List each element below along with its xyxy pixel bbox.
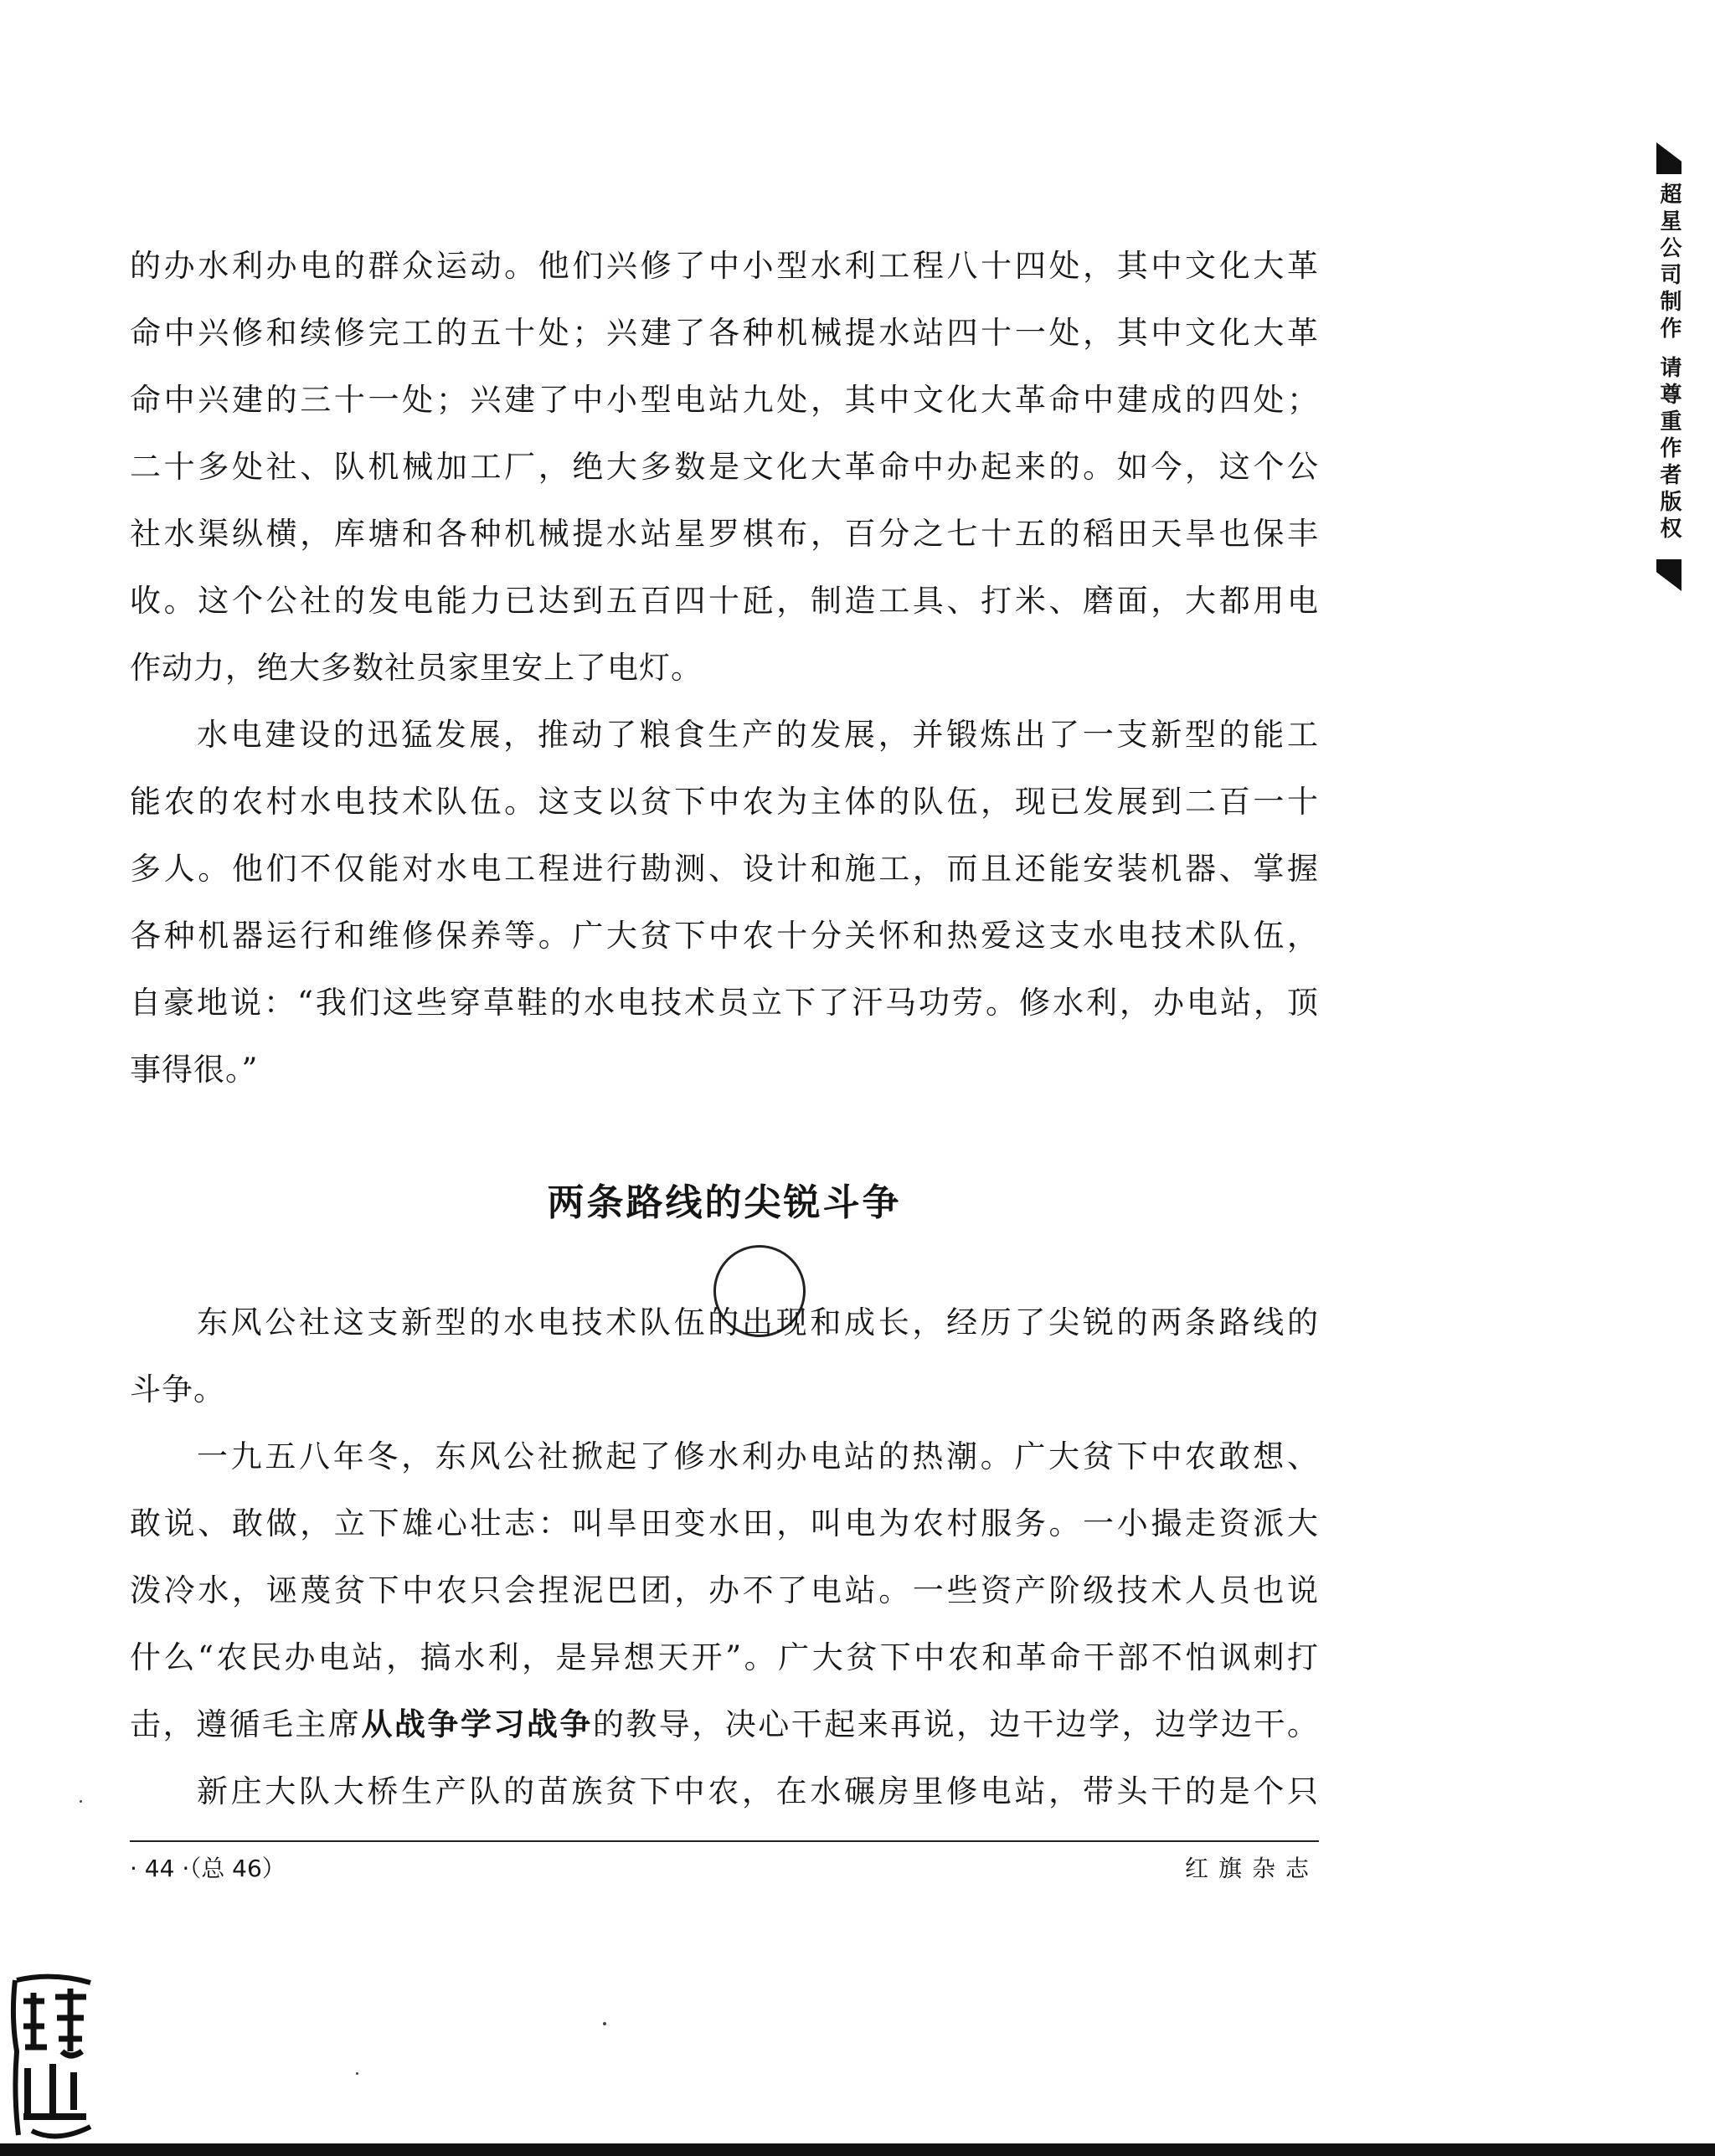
speck bbox=[356, 2072, 358, 2075]
text-line: 斗争。 bbox=[130, 1371, 225, 1407]
text-line: 敢说、敢做，立下雄心壮志：叫旱田变水田，叫电为农村服务。一小撮走资派大 bbox=[130, 1505, 1319, 1541]
text-line: 能农的农村水电技术队伍。这支以贫下中农为主体的队伍，现已发展到二百一十 bbox=[130, 784, 1319, 820]
page-number: · 44 ·（总 46） bbox=[130, 1855, 286, 1882]
banner-top-bar bbox=[1656, 142, 1682, 174]
text-line bbox=[130, 1691, 1319, 1758]
text-line: 各种机器运行和维修保养等。广大贫下中农十分关怀和热爱这支水电技术队伍， bbox=[130, 918, 1319, 954]
speck bbox=[603, 2022, 606, 2025]
text-line: 命中兴建的三十一处；兴建了中小型电站九处，其中文化大革命中建成的四处； bbox=[130, 382, 1319, 418]
emphasized-quote: 从战争学习战争 bbox=[361, 1706, 593, 1742]
section-heading: 两条路线的尖锐斗争 bbox=[547, 1181, 902, 1224]
text-line: 自豪地说：“我们这些穿草鞋的水电技术员立下了汗马功劳。修水利，办电站，顶 bbox=[130, 985, 1319, 1021]
text-line: 泼冷水，诬蔑贫下中农只会捏泥巴团，办不了电站。一些资产阶级技术人员也说 bbox=[130, 1572, 1319, 1608]
text-line: 的办水利办电的群众运动。他们兴修了中小型水利工程八十四处，其中文化大革 bbox=[130, 248, 1319, 284]
text-line: 命中兴修和续修完工的五十处；兴建了各种机械提水站四十一处，其中文化大革 bbox=[130, 315, 1319, 351]
scan-bottom-edge bbox=[0, 2143, 1715, 2156]
copyright-banner bbox=[1656, 142, 1687, 594]
text-line: 新庄大队大桥生产队的苗族贫下中农，在水碾房里修电站，带头干的是个只 bbox=[197, 1773, 1319, 1809]
text-line: 东风公社这支新型的水电技术队伍的出现和成长，经历了尖锐的两条路线的 bbox=[197, 1304, 1319, 1340]
text-line: 水电建设的迅猛发展，推动了粮食生产的发展，并锻炼出了一支新型的能工 bbox=[197, 717, 1319, 753]
banner-bottom-bar bbox=[1656, 559, 1682, 591]
text-run: 的教导，决心干起来再说，边干边学，边学边干。 bbox=[592, 1706, 1320, 1742]
text-line: 收。这个公社的发电能力已达到五百四十瓩，制造工具、打米、磨面，大都用电 bbox=[130, 583, 1319, 619]
text-run: 击，遵循毛主席 bbox=[130, 1706, 362, 1742]
page-footer bbox=[130, 1850, 1319, 1884]
text-line: 什么“农民办电站，搞水利，是异想天开”。广大贫下中农和革命干部不怕讽刺打 bbox=[130, 1639, 1319, 1675]
text-line: 多人。他们不仅能对水电工程进行勘测、设计和施工，而且还能安装机器、掌握 bbox=[130, 851, 1319, 887]
text-line: 事得很。” bbox=[130, 1052, 259, 1088]
speck bbox=[80, 1800, 82, 1803]
text-line: 一九五八年冬，东风公社掀起了修水利办电站的热潮。广大贫下中农敢想、 bbox=[197, 1438, 1319, 1474]
library-seal bbox=[7, 1968, 99, 2148]
footer-rule bbox=[130, 1840, 1319, 1842]
text-line: 社水渠纵横，库塘和各种机械提水站星罗棋布，百分之七十五的稻田天旱也保丰 bbox=[130, 516, 1319, 552]
text-line: 作动力，绝大多数社员家里安上了电灯。 bbox=[130, 650, 703, 686]
banner-text: 超星公司制作 请尊重作者版权 bbox=[1656, 183, 1682, 544]
text-line: 二十多处社、队机械加工厂，绝大多数是文化大革命中办起来的。如今，这个公 bbox=[130, 449, 1319, 485]
article-body-top bbox=[130, 233, 1319, 1104]
section-heading-block bbox=[130, 1172, 1319, 1226]
journal-name: 红旗杂志 bbox=[1184, 1855, 1319, 1882]
article-body-bottom bbox=[130, 1289, 1319, 1825]
